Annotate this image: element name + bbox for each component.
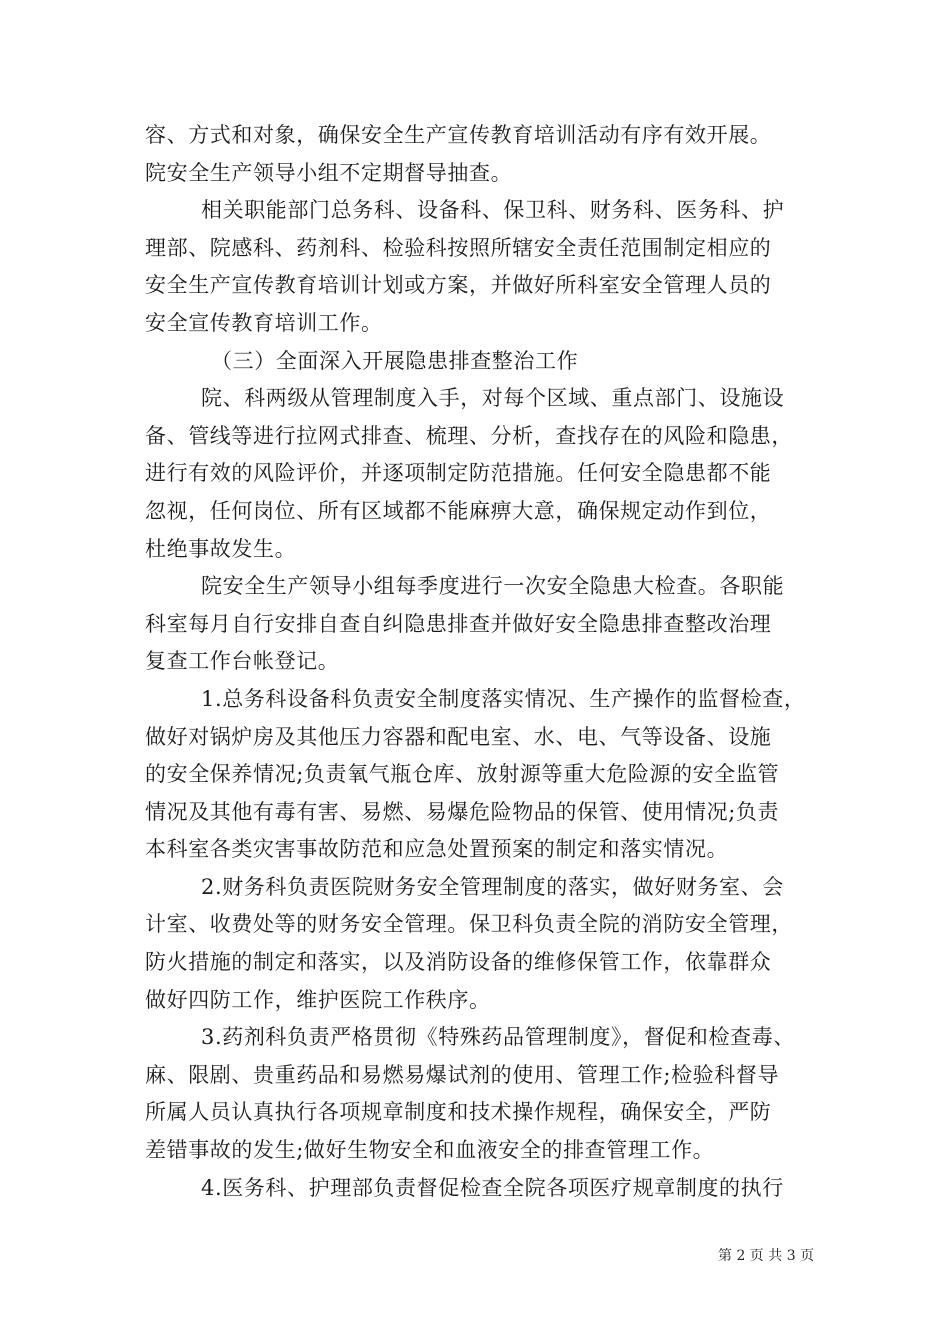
text-line: 麻、限剧、贵重药品和易燃易爆试剂的使用、管理工作;检验科督导 (145, 1062, 780, 1087)
text-line: 科室每月自行安排自查自纠隐患排查并做好安全隐患排查整改治理 (145, 611, 772, 636)
para-hazard-inspection (145, 380, 813, 568)
text-line: 2.财务科负责医院财务安全管理制度的落实，做好财务室、会 (201, 874, 784, 899)
text-line: 差错事故的发生;做好生物安全和血液安全的排查管理工作。 (145, 1138, 715, 1163)
text-line: 容、方式和对象，确保安全生产宣传教育培训活动有序有效开展。 (145, 123, 772, 147)
page-number: 第 2 页 共 3 页 (718, 1248, 815, 1264)
text-line: 的安全保养情况;负责氧气瓶仓库、放射源等重大危险源的安全监管 (145, 762, 780, 787)
para-departments-training (145, 192, 813, 342)
text-line: 院安全生产领导小组每季度进行一次安全隐患大检查。各职能 (201, 574, 785, 599)
text-line: 4.医务科、护理部负责督促检查全院各项医疗规章制度的执行 (201, 1175, 784, 1200)
text-line: 1.总务科设备科负责安全制度落实情况、生产操作的监督检查， (201, 686, 806, 711)
text-line: 理部、院感科、药剂科、检验科按照所辖安全责任范围制定相应的 (145, 235, 772, 260)
text-line: 杜绝事故发生。 (145, 536, 297, 561)
text-line: 3.药剂科负责严格贯彻《特殊药品管理制度》，督促和检查毒、 (201, 1025, 795, 1050)
item-3 (145, 1019, 813, 1169)
text-line: 安全宣传教育培训工作。 (145, 310, 383, 335)
text-line: 复查工作台帐登记。 (145, 649, 340, 674)
text-line: 安全生产宣传教育培训计划或方案，并做好所科室安全管理人员的 (145, 273, 772, 298)
para-training-continued (145, 117, 813, 192)
text-line: 做好对锅炉房及其他压力容器和配电室、水、电、气等设备、设施 (145, 724, 772, 749)
item-2 (145, 869, 813, 1019)
text-line: 本科室各类灾害事故防范和应急处置预案的制定和落实情况。 (145, 837, 729, 862)
text-line: 防火措施的制定和落实，以及消防设备的维修保管工作，依靠群众 (145, 950, 772, 975)
text-line: 相关职能部门总务科、设备科、保卫科、财务科、医务科、护 (201, 198, 785, 223)
item-4 (145, 1170, 813, 1208)
text-line: 做好四防工作，维护医院工作秩序。 (145, 987, 491, 1012)
text-line: 进行有效的风险评价，并逐项制定防范措施。任何安全隐患都不能 (145, 461, 772, 486)
text-line: 院、科两级从管理制度入手，对每个区域、重点部门、设施设 (201, 386, 785, 411)
text-line: 情况及其他有毒有害、易燃、易爆危险物品的保管、使用情况;负责 (145, 799, 780, 824)
text-line: 备、管线等进行拉网式排查、梳理、分析，查找存在的风险和隐患， (145, 423, 793, 448)
section-heading-3 (145, 343, 813, 381)
document-body (145, 117, 813, 1207)
text-line: （三）全面深入开展隐患排查整治工作 (211, 348, 579, 373)
item-1 (145, 681, 813, 869)
text-line: 忽视，任何岗位、所有区域都不能麻痹大意，确保规定动作到位， (145, 498, 772, 523)
text-line: 院安全生产领导小组不定期督导抽查。 (145, 160, 513, 185)
para-quarterly-check (145, 568, 813, 681)
text-line: 计室、收费处等的财务安全管理。保卫科负责全院的消防安全管理， (145, 912, 793, 937)
text-line: 所属人员认真执行各项规章制度和技术操作规程，确保安全，严防 (145, 1100, 772, 1125)
